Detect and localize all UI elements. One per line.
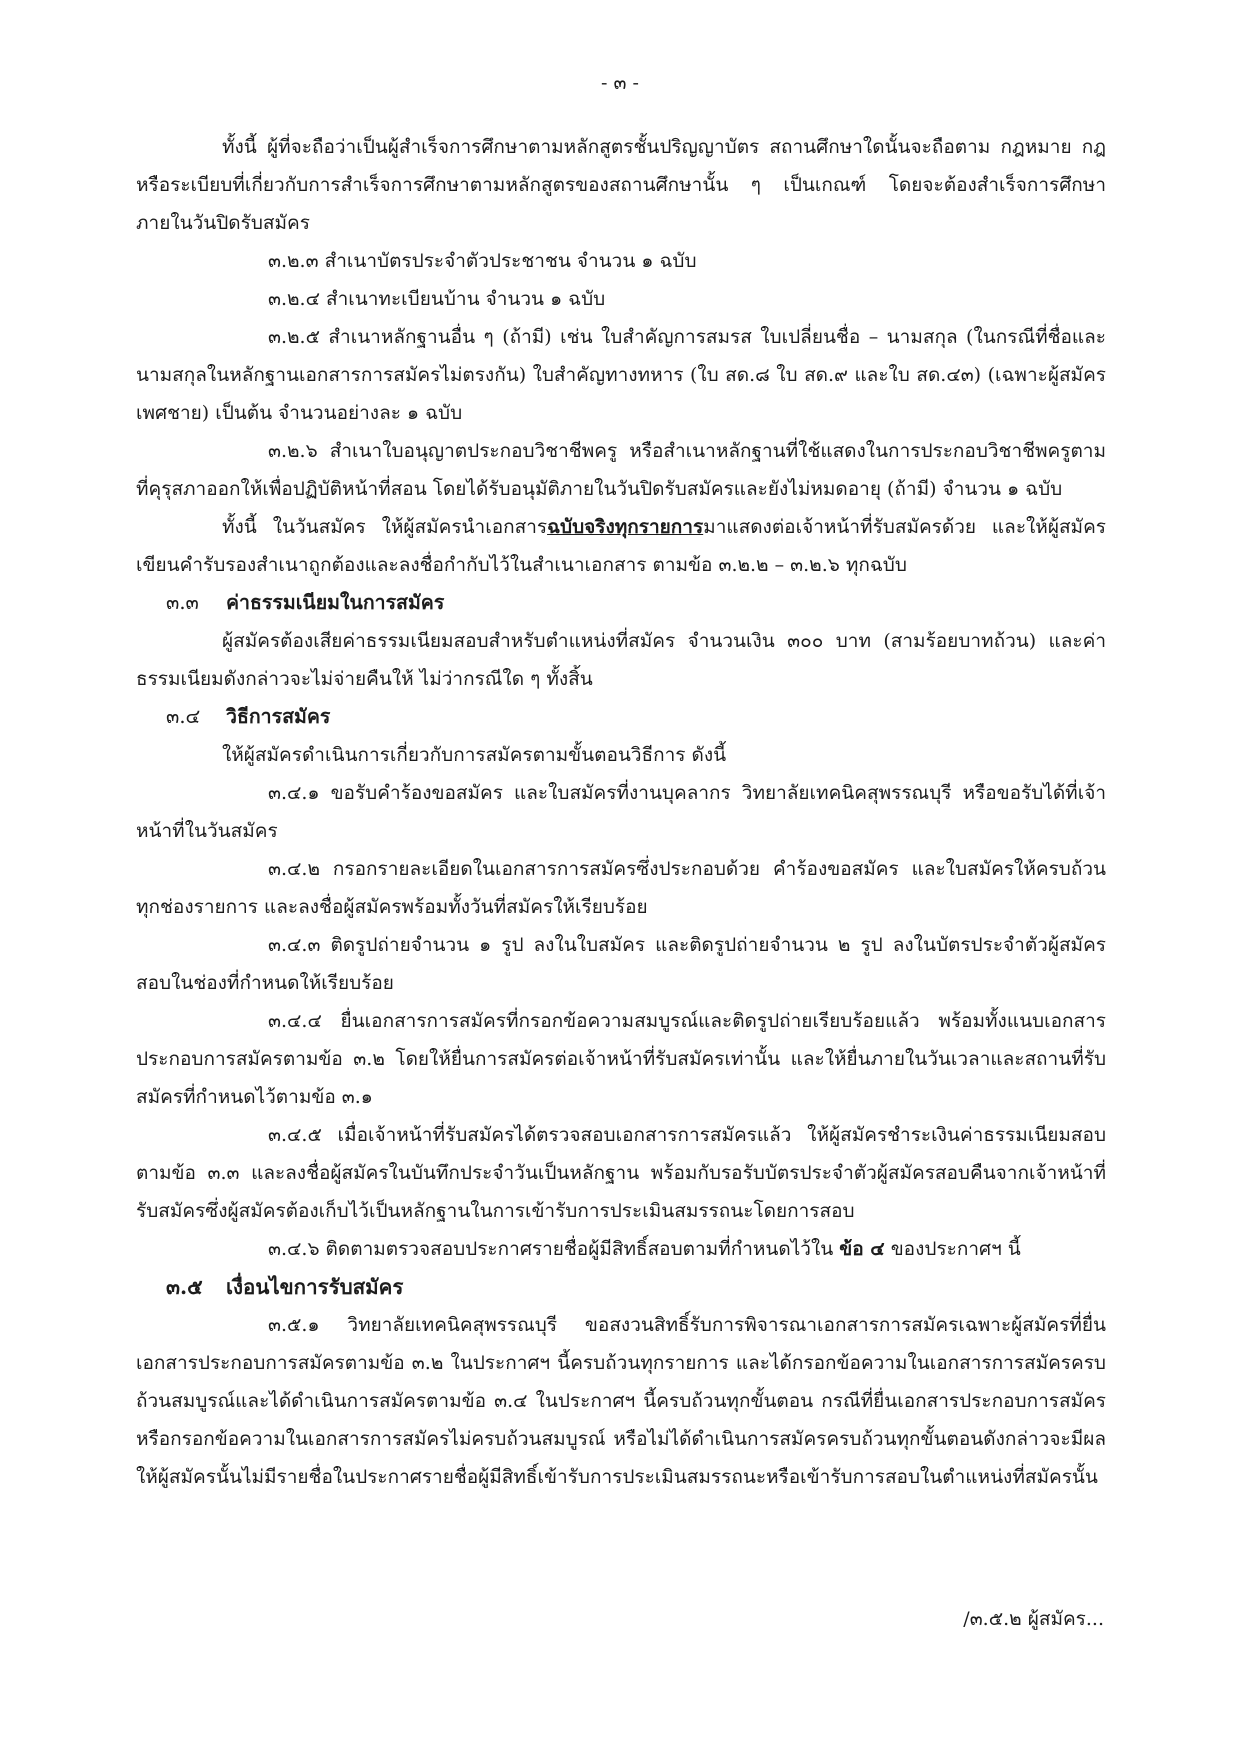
section-heading-3-4: [136, 698, 1106, 736]
original-docs-text-b: มาแสดงต่อเจ้าหน้าที่รับสมัครด้วย และให้ผู้สมัครเขียนคำรับรองสำเนาถูกต้องและลงชื่อกำกับไว้ในสำเนาเอกสาร ตามข้อ ๓.๒.๒ – ๓.๒.๖ ทุกฉบับ: [136, 516, 1106, 576]
item-3-2-6: ๓.๒.๖ สำเนาใบอนุญาตประกอบวิชาชีพครู หรือสำเนาหลักฐานที่ใช้แสดงในการประกอบวิชาชีพครูตามที่คุรุสภาออกให้เพื่อปฏิบัติหน้าที่สอน โดยได้รับอนุมัติภายในวันปิดรับสมัครและยังไม่หมดอายุ (ถ้ามี) จำนวน ๑ ฉบับ: [136, 440, 1106, 500]
item-3-4-6-text-a: ๓.๔.๖ ติดตามตรวจสอบประกาศรายชื่อผู้มีสิทธิ์สอบตามที่กำหนดไว้ใน: [268, 1238, 840, 1260]
item-3-4-6: [136, 1230, 1106, 1268]
section-number: ๓.๓: [166, 591, 199, 614]
section-title: วิธีการสมัคร: [226, 705, 331, 728]
item-3-2-4: ๓.๒.๔ สำเนาทะเบียนบ้าน จำนวน ๑ ฉบับ: [268, 288, 606, 310]
item-3-4-3: ๓.๔.๓ ติดรูปถ่ายจำนวน ๑ รูป ลงในใบสมัคร และติดรูปถ่ายจำนวน ๒ รูป ลงในบัตรประจำตัวผู้สมัครสอบในช่องที่กำหนดให้เรียบร้อย: [136, 934, 1106, 994]
section-title: ค่าธรรมเนียมในการสมัคร: [226, 591, 445, 614]
original-docs-text-a: ทั้งนี้ ในวันสมัคร ให้ผู้สมัครนำเอกสาร: [222, 516, 548, 538]
continuation-reference: /๓.๕.๒ ผู้สมัคร...: [963, 1608, 1104, 1630]
item-3-2-5: ๓.๒.๕ สำเนาหลักฐานอื่น ๆ (ถ้ามี) เช่น ใบสำคัญการสมรส ใบเปลี่ยนชื่อ – นามสกุล (ในกรณีที่ชื่อและนามสกุลในหลักฐานเอกสารการสมัครไม่ตรงกัน) ใบสำคัญทางทหาร (ใบ สด.๘ ใบ สด.๙ และใบ สด.๔๓) (เฉพาะผู้สมัครเพศชาย) เป็นต้น จำนวนอย่างละ ๑ ฉบับ: [136, 326, 1106, 424]
paragraph-original-documents: [136, 508, 1106, 584]
item-3-4-1: ๓.๔.๑ ขอรับคำร้องขอสมัคร และใบสมัครที่งานบุคลากร วิทยาลัยเทคนิคสุพรรณบุรี หรือขอรับได้ที่เจ้าหน้าที่ในวันสมัคร: [136, 782, 1106, 842]
section-number: ๓.๔: [166, 705, 201, 728]
document-body: [136, 128, 1106, 1496]
item-3-4-4: ๓.๔.๔ ยื่นเอกสารการสมัครที่กรอกข้อความสมบูรณ์และติดรูปถ่ายเรียบร้อยแล้ว พร้อมทั้งแนบเอกสารประกอบการสมัครตามข้อ ๓.๒ โดยให้ยื่นการสมัครต่อเจ้าหน้าที่รับสมัครเท่านั้น และให้ยื่นภายในวันเวลาและสถานที่รับสมัครที่กำหนดไว้ตามข้อ ๓.๑: [136, 1010, 1106, 1108]
section-heading-3-5: [136, 1268, 1106, 1306]
item-3-4-5: ๓.๔.๕ เมื่อเจ้าหน้าที่รับสมัครได้ตรวจสอบเอกสารการสมัครแล้ว ให้ผู้สมัครชำระเงินค่าธรรมเนียมสอบตามข้อ ๓.๓ และลงชื่อผู้สมัครในบันทึกประจำวันเป็นหลักฐาน พร้อมกับรอรับบัตรประจำตัวผู้สมัครสอบคืนจากเจ้าหน้าที่รับสมัครซึ่งผู้สมัครต้องเก็บไว้เป็นหลักฐานในการเข้ารับการประเมินสมรรถนะโดยการสอบ: [136, 1124, 1106, 1222]
section-heading-3-3: [136, 584, 1106, 622]
item-3-5-1: ๓.๕.๑ วิทยาลัยเทคนิคสุพรรณบุรี ขอสงวนสิทธิ์รับการพิจารณาเอกสารการสมัครเฉพาะผู้สมัครที่ยื่นเอกสารประกอบการสมัครตามข้อ ๓.๒ ในประกาศฯ นี้ครบถ้วนทุกรายการ และได้กรอกข้อความในเอกสารการสมัครครบถ้วนสมบูรณ์และได้ดำเนินการสมัครตามข้อ ๓.๔ ในประกาศฯ นี้ครบถ้วนทุกขั้นตอน กรณีที่ยื่นเอกสารประกอบการสมัคร หรือกรอกข้อความในเอกสารการสมัครไม่ครบถ้วนสมบูรณ์ หรือไม่ได้ดำเนินการสมัครครบถ้วนทุกขั้นตอนดังกล่าวจะมีผลให้ผู้สมัครนั้นไม่มีรายชื่อในประกาศรายชื่อผู้มีสิทธิ์เข้ารับการประเมินสมรรถนะหรือเข้ารับการสอบในตำแหน่งที่สมัครนั้น: [136, 1314, 1106, 1488]
section-title: เงื่อนไขการรับสมัคร: [226, 1275, 404, 1299]
section-number: ๓.๕: [166, 1275, 203, 1299]
item-3-4-6-emphasis: ข้อ ๔: [839, 1238, 885, 1260]
item-3-4-2: ๓.๔.๒ กรอกรายละเอียดในเอกสารการสมัครซึ่งประกอบด้วย คำร้องขอสมัคร และใบสมัครให้ครบถ้วนทุกช่องรายการ และลงชื่อผู้สมัครพร้อมทั้งวันที่สมัครให้เรียบร้อย: [136, 858, 1106, 918]
item-3-4-6-text-b: ของประกาศฯ นี้: [884, 1238, 1021, 1260]
paragraph-application-intro: ให้ผู้สมัครดำเนินการเกี่ยวกับการสมัครตามขั้นตอนวิธีการ ดังนี้: [222, 744, 727, 766]
paragraph-graduation-criteria: ทั้งนี้ ผู้ที่จะถือว่าเป็นผู้สำเร็จการศึกษาตามหลักสูตรชั้นปริญญาบัตร สถานศึกษาใดนั้นจะถือตาม กฎหมาย กฎ หรือระเบียบที่เกี่ยวกับการสำเร็จการศึกษาตามหลักสูตรของสถานศึกษานั้น ๆ เป็นเกณฑ์ โดยจะต้องสำเร็จการศึกษาภายในวันปิดรับสมัคร: [136, 136, 1106, 234]
item-3-2-3: ๓.๒.๓ สำเนาบัตรประจำตัวประชาชน จำนวน ๑ ฉบับ: [268, 250, 697, 272]
original-docs-emphasis: ฉบับจริงทุกรายการ: [547, 516, 704, 538]
paragraph-fee: ผู้สมัครต้องเสียค่าธรรมเนียมสอบสำหรับตำแหน่งที่สมัคร จำนวนเงิน ๓๐๐ บาท (สามร้อยบาทถ้วน) และค่าธรรมเนียมดังกล่าวจะไม่จ่ายคืนให้ ไม่ว่ากรณีใด ๆ ทั้งสิ้น: [136, 630, 1106, 690]
page-number: - ๓ -: [601, 72, 639, 94]
